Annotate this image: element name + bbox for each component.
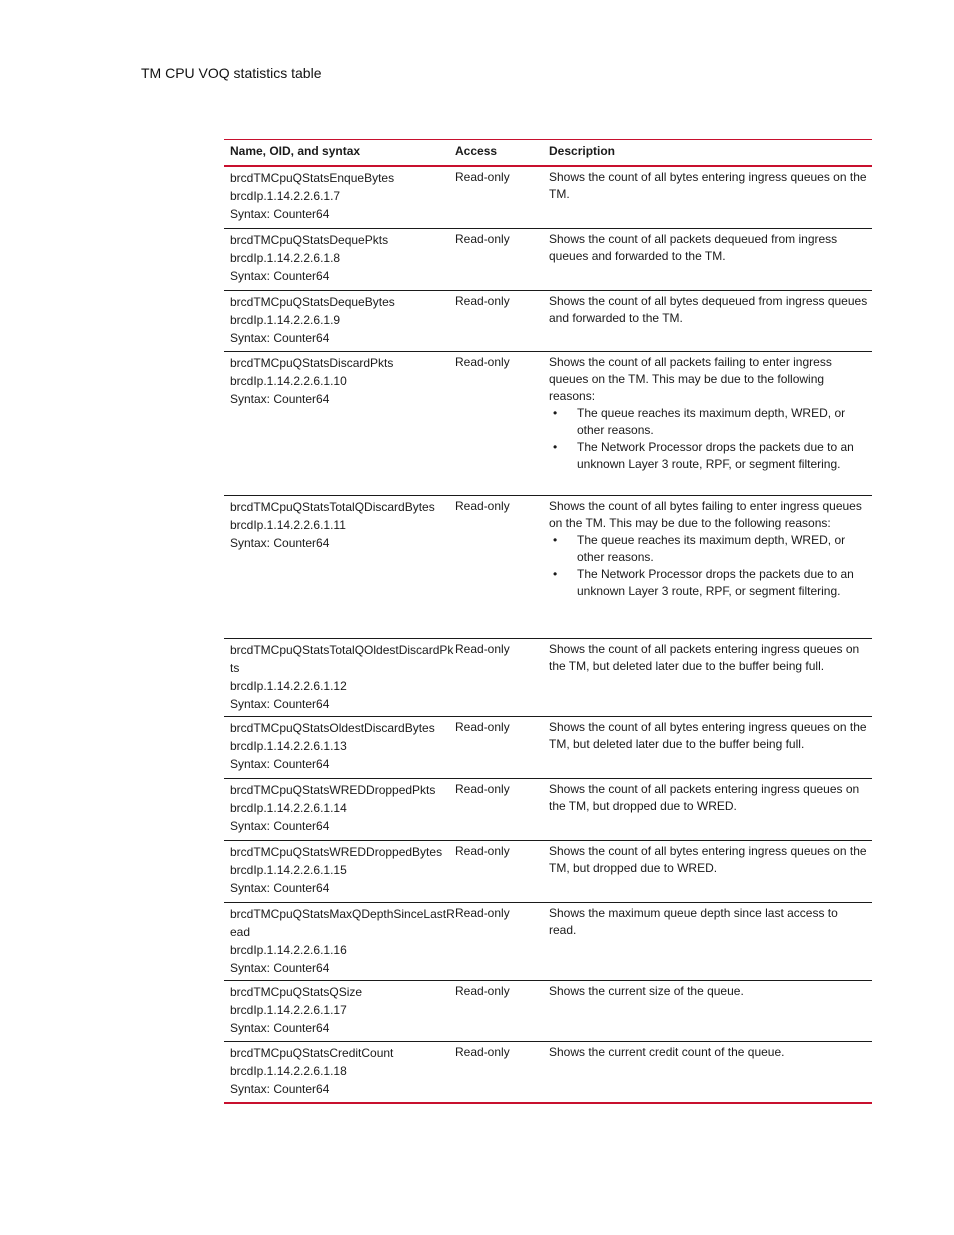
reason-item bbox=[549, 405, 868, 439]
description-cell bbox=[549, 498, 872, 638]
object-oid: brcdIp.1.14.2.2.6.1.16 bbox=[230, 943, 347, 957]
description-cell bbox=[549, 1044, 872, 1102]
description-text: Shows the count of all packets entering ingress queues on the TM, but dropped due to WRED. bbox=[549, 782, 860, 813]
object-name: brcdTMCpuQStatsWREDDroppedBytes bbox=[230, 845, 443, 859]
description-cell bbox=[549, 293, 872, 351]
table-body bbox=[224, 167, 872, 1104]
description-text: Shows the count of all packets dequeued from ingress queues and forwarded to the TM. bbox=[549, 232, 838, 263]
table-row bbox=[224, 981, 872, 1042]
table-row bbox=[224, 352, 872, 496]
object-syntax: Syntax: Counter64 bbox=[230, 881, 330, 895]
object-oid: brcdIp.1.14.2.2.6.1.7 bbox=[230, 189, 341, 203]
description-cell bbox=[549, 719, 872, 778]
table-row bbox=[224, 841, 872, 903]
object-name: brcdTMCpuQStatsMaxQDepthSinceLastRead bbox=[230, 907, 455, 939]
object-name: brcdTMCpuQStatsTotalQOldestDiscardPkts bbox=[230, 643, 454, 675]
description-text: Shows the count of all bytes entering ingress queues on the TM, but deleted later due to the buffer being full. bbox=[549, 720, 867, 751]
access-cell: Read-only bbox=[455, 906, 510, 920]
description-cell bbox=[549, 231, 872, 290]
object-oid: brcdIp.1.14.2.2.6.1.15 bbox=[230, 863, 347, 877]
object-name: brcdTMCpuQStatsTotalQDiscardBytes bbox=[230, 500, 435, 514]
bullet-icon: • bbox=[553, 567, 558, 581]
object-name: brcdTMCpuQStatsDiscardPkts bbox=[230, 356, 394, 370]
object-syntax: Syntax: Counter64 bbox=[230, 757, 330, 771]
object-oid: brcdIp.1.14.2.2.6.1.13 bbox=[230, 739, 347, 753]
description-cell bbox=[549, 983, 872, 1041]
object-syntax: Syntax: Counter64 bbox=[230, 1082, 330, 1096]
name-cell bbox=[224, 719, 455, 778]
table-row bbox=[224, 229, 872, 291]
reason-item bbox=[549, 532, 868, 566]
reasons-list bbox=[549, 532, 868, 600]
object-oid: brcdIp.1.14.2.2.6.1.11 bbox=[230, 518, 346, 532]
object-oid: brcdIp.1.14.2.2.6.1.17 bbox=[230, 1003, 347, 1017]
object-name: brcdTMCpuQStatsDequePkts bbox=[230, 233, 389, 247]
header-name: Name, OID, and syntax bbox=[230, 144, 361, 158]
description-text: Shows the current credit count of the queue. bbox=[549, 1045, 785, 1059]
reason-text: The Network Processor drops the packets due to an unknown Layer 3 route, RPF, or segment filtering. bbox=[577, 440, 854, 471]
table-row bbox=[224, 496, 872, 639]
description-cell bbox=[549, 843, 872, 902]
table-row bbox=[224, 717, 872, 779]
access-cell: Read-only bbox=[455, 844, 510, 858]
bullet-icon: • bbox=[553, 406, 558, 420]
access-cell: Read-only bbox=[455, 232, 510, 246]
description-text: Shows the count of all bytes entering ingress queues on the TM. bbox=[549, 170, 867, 201]
description-text: Shows the current size of the queue. bbox=[549, 984, 744, 998]
access-cell: Read-only bbox=[455, 355, 510, 369]
header-access: Access bbox=[455, 144, 498, 158]
table-header bbox=[224, 139, 872, 167]
name-cell bbox=[224, 905, 455, 980]
object-oid: brcdIp.1.14.2.2.6.1.14 bbox=[230, 801, 347, 815]
description-cell bbox=[549, 781, 872, 840]
reason-text: The Network Processor drops the packets due to an unknown Layer 3 route, RPF, or segment filtering. bbox=[577, 567, 854, 598]
mib-table bbox=[224, 139, 872, 1104]
name-cell bbox=[224, 781, 455, 840]
description-text: Shows the count of all bytes entering ingress queues on the TM, but dropped due to WRED. bbox=[549, 844, 867, 875]
description-cell bbox=[549, 354, 872, 495]
description-cell bbox=[549, 169, 872, 228]
object-oid: brcdIp.1.14.2.2.6.1.12 bbox=[230, 679, 347, 693]
table-row bbox=[224, 291, 872, 352]
description-text: Shows the count of all bytes dequeued from ingress queues and forwarded to the TM. bbox=[549, 294, 868, 325]
bullet-icon: • bbox=[553, 533, 558, 547]
object-syntax: Syntax: Counter64 bbox=[230, 331, 330, 345]
description-cell bbox=[549, 905, 872, 980]
object-oid: brcdIp.1.14.2.2.6.1.9 bbox=[230, 313, 341, 327]
object-name: brcdTMCpuQStatsWREDDroppedPkts bbox=[230, 783, 436, 797]
object-syntax: Syntax: Counter64 bbox=[230, 697, 330, 711]
table-row bbox=[224, 1042, 872, 1104]
description-text: Shows the count of all bytes failing to enter ingress queues on the TM. This may be due to the following reasons: bbox=[549, 499, 862, 530]
access-cell: Read-only bbox=[455, 782, 510, 796]
name-cell bbox=[224, 983, 455, 1041]
name-cell bbox=[224, 169, 455, 228]
object-name: brcdTMCpuQStatsCreditCount bbox=[230, 1046, 394, 1060]
name-cell bbox=[224, 293, 455, 351]
object-syntax: Syntax: Counter64 bbox=[230, 536, 330, 550]
object-syntax: Syntax: Counter64 bbox=[230, 1021, 330, 1035]
object-syntax: Syntax: Counter64 bbox=[230, 392, 330, 406]
name-cell bbox=[224, 498, 455, 638]
description-text: Shows the count of all packets entering ingress queues on the TM, but deleted later due to the buffer being full. bbox=[549, 642, 860, 673]
access-cell: Read-only bbox=[455, 294, 510, 308]
object-name: brcdTMCpuQStatsDequeBytes bbox=[230, 295, 395, 309]
object-syntax: Syntax: Counter64 bbox=[230, 269, 330, 283]
reasons-list bbox=[549, 405, 868, 473]
object-name: brcdTMCpuQStatsOldestDiscardBytes bbox=[230, 721, 435, 735]
object-name: brcdTMCpuQStatsEnqueBytes bbox=[230, 171, 395, 185]
description-text: Shows the count of all packets failing to enter ingress queues on the TM. This may be due to the following reasons: bbox=[549, 355, 832, 403]
object-name: brcdTMCpuQStatsQSize bbox=[230, 985, 363, 999]
access-cell: Read-only bbox=[455, 642, 510, 656]
name-cell bbox=[224, 1044, 455, 1102]
table-row bbox=[224, 167, 872, 229]
table-row bbox=[224, 903, 872, 981]
object-syntax: Syntax: Counter64 bbox=[230, 207, 330, 221]
description-text: Shows the maximum queue depth since last access to read. bbox=[549, 906, 838, 937]
header-description: Description bbox=[549, 144, 616, 158]
name-cell bbox=[224, 641, 455, 716]
object-oid: brcdIp.1.14.2.2.6.1.8 bbox=[230, 251, 341, 265]
table-row bbox=[224, 639, 872, 717]
description-cell bbox=[549, 641, 872, 716]
reason-item bbox=[549, 566, 868, 600]
access-cell: Read-only bbox=[455, 499, 510, 513]
object-syntax: Syntax: Counter64 bbox=[230, 961, 330, 975]
access-cell: Read-only bbox=[455, 1045, 510, 1059]
access-cell: Read-only bbox=[455, 720, 510, 734]
name-cell bbox=[224, 843, 455, 902]
name-cell bbox=[224, 354, 455, 495]
access-cell: Read-only bbox=[455, 170, 510, 184]
reason-text: The queue reaches its maximum depth, WRED, or other reasons. bbox=[577, 533, 846, 564]
object-syntax: Syntax: Counter64 bbox=[230, 819, 330, 833]
reason-item bbox=[549, 439, 868, 473]
name-cell bbox=[224, 231, 455, 290]
section-title: TM CPU VOQ statistics table bbox=[141, 65, 322, 81]
access-cell: Read-only bbox=[455, 984, 510, 998]
bullet-icon: • bbox=[553, 440, 558, 454]
object-oid: brcdIp.1.14.2.2.6.1.18 bbox=[230, 1064, 347, 1078]
table-row bbox=[224, 779, 872, 841]
object-oid: brcdIp.1.14.2.2.6.1.10 bbox=[230, 374, 347, 388]
reason-text: The queue reaches its maximum depth, WRED, or other reasons. bbox=[577, 406, 846, 437]
